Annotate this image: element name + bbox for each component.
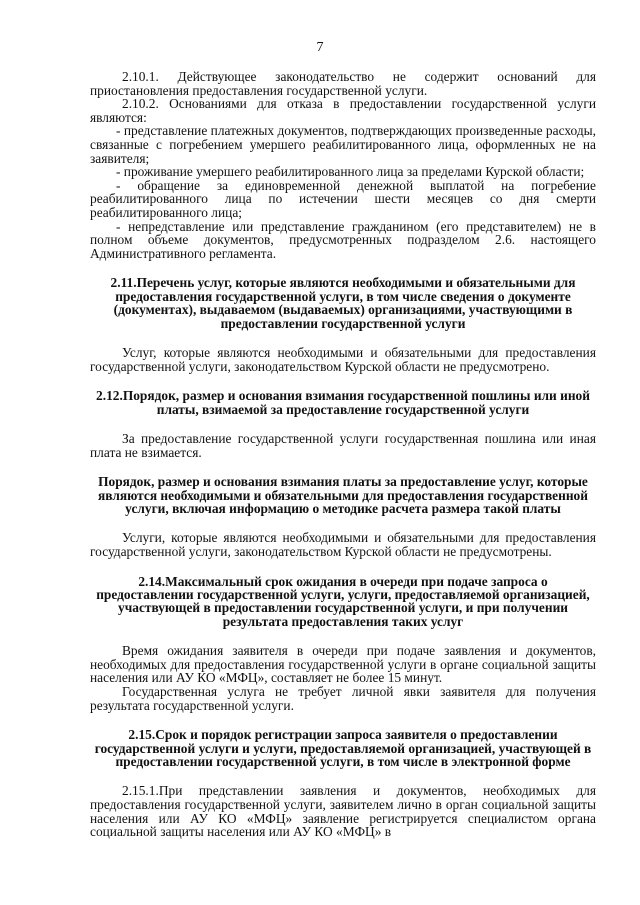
heading-2-14: 2.14.Максимальный срок ожидания в очереди при подаче запроса о предоставлении государственной услуги, услуги, предоставляемой организацией, участвующей в предоставлении государственной услуги, и при получении результата предоставления таких услуг <box>96 573 590 629</box>
paragraph-2-14-a: Время ожидания заявителя в очереди при подаче заявления и документов, необходимых для предоставления государственной услуги в органе социальной защиты населения или АУ КО «МФЦ», составляет не более 15 минут. <box>90 643 596 686</box>
page-number: 7 <box>316 40 324 55</box>
heading-2-13: Порядок, размер и основания взимания платы за предоставление услуг, которые являются необходимыми и обязательными для предоставления государственной услуги, включая информацию о методике расчета размера такой платы <box>98 474 588 516</box>
paragraph-2-10-1: 2.10.1. Действующее законодательство не содержит оснований для приостановления предоставления государственной услуги. <box>90 69 596 98</box>
list-item: - непредставление или представление гражданином (его представителем) не в полном объеме документов, предусмотренных подразделом 2.6. настоящего Административного регламента. <box>90 218 596 261</box>
list-item: - представление платежных документов, подтверждающих произведенные расходы, связанные с погребением умершего реабилитированного лица, оформленных не на заявителя; <box>90 123 596 166</box>
heading-2-11: 2.11.Перечень услуг, которые являются необходимыми и обязательными для предоставления государственной услуги, в том числе сведения о документе (документах), выдаваемом (выдаваемых) организациями, участвующими в предоставлении государственной услуги <box>110 275 576 331</box>
paragraph-2-15-1: 2.15.1.При представлении заявления и документов, необходимых для предоставления государственной услуги, заявителем лично в орган социальной защиты населения или АУ КО «МФЦ» заявление регистрируется специалистом органа социальной защиты населения или АУ КО «МФЦ» в <box>90 783 596 840</box>
paragraph-2-14-b: Государственная услуга не требует личной явки заявителя для получения результата государственной услуги. <box>90 683 596 713</box>
list-item: - проживание умершего реабилитированного лица за пределами Курской области; <box>116 164 585 180</box>
paragraph-2-13: Услуги, которые являются необходимыми и обязательными для предоставления государственной услуги, законодательством Курской области не предусмотрены. <box>90 530 596 559</box>
heading-2-15: 2.15.Срок и порядок регистрации запроса заявителя о предоставлении государственной услуги и услуги, предоставляемой организацией, участвующей в предоставлении государственной услуги, в том числе в электронной форме <box>94 727 592 769</box>
document-body <box>90 70 596 839</box>
paragraph-2-12: За предоставление государственной услуги государственная пошлина или иная плата не взимается. <box>90 430 596 460</box>
paragraph-2-10-2: 2.10.2. Основаниями для отказа в предоставлении государственной услуги являются: <box>90 96 596 125</box>
heading-2-12: 2.12.Порядок, размер и основания взимания государственной пошлины или иной платы, взимаемой за предоставление государственной услуги <box>96 388 590 417</box>
list-item: - обращение за единовременной денежной выплатой на погребение реабилитированного лица по истечении шести месяцев со дня смерти реабилитированного лица; <box>90 177 596 220</box>
paragraph-2-11: Услуг, которые являются необходимыми и обязательными для предоставления государственной услуги, законодательством Курской области не предусмотрено. <box>90 344 596 374</box>
